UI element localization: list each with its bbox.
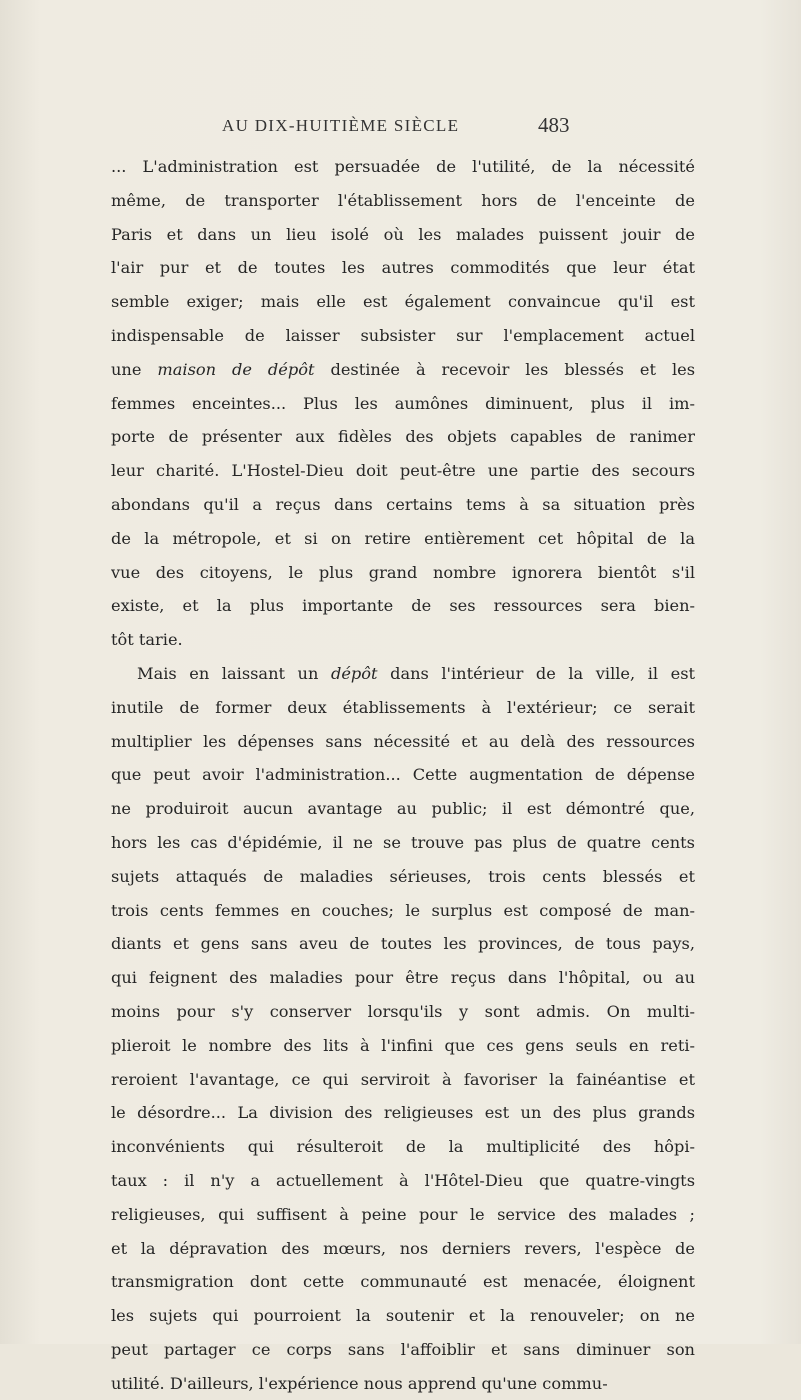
- text-line: sujets attaqués de maladies sérieuses, trois cents blessés et: [111, 866, 695, 886]
- text-line: abondans qu'il a reçus dans certains tems à sa situation près: [111, 494, 695, 514]
- text-line: moins pour s'y conserver lorsqu'ils y sont admis. On multi-: [111, 1001, 695, 1021]
- text-line: peut partager ce corps sans l'affoiblir et sans diminuer son: [111, 1339, 695, 1359]
- page-number: 483: [538, 113, 570, 137]
- text-line: tôt tarie.: [111, 630, 183, 650]
- text-line: une maison de dépôt destinée à recevoir les blessés et les: [111, 359, 695, 379]
- text-line: le désordre... La division des religieuses est un des plus grands: [111, 1103, 695, 1123]
- text-line: hors les cas d'épidémie, il ne se trouve pas plus de quatre cents: [111, 832, 695, 852]
- text-line: porte de présenter aux fidèles des objets capables de ranimer: [111, 427, 695, 447]
- text-line: et la dépravation des mœurs, nos derniers revers, l'espèce de: [111, 1238, 695, 1258]
- text-line: multiplier les dépenses sans nécessité et au delà des ressources: [111, 731, 695, 751]
- text-line: plieroit le nombre des lits à l'infini que ces gens seuls en reti-: [111, 1035, 695, 1055]
- text-line: inconvénients qui résulteroit de la multiplicité des hôpi-: [111, 1137, 695, 1157]
- text-line: taux : il n'y a actuellement à l'Hôtel-Dieu que quatre-vingts: [111, 1170, 695, 1190]
- text-line: leur charité. L'Hostel-Dieu doit peut-être une partie des secours: [111, 461, 695, 481]
- text-line: existe, et la plus importante de ses ressources sera bien-: [111, 596, 695, 616]
- text-line: les sujets qui pourroient la soutenir et la renouveler; on ne: [111, 1306, 695, 1326]
- italic-text: dépôt: [330, 663, 378, 683]
- paragraph: [111, 150, 695, 657]
- text-line: l'air pur et de toutes les autres commodités que leur état: [111, 258, 695, 278]
- running-title: AU DIX-HUITIÈME SIÈCLE: [222, 116, 460, 135]
- text-line: Paris et dans un lieu isolé où les malades puissent jouir de: [111, 224, 695, 244]
- text-line: diants et gens sans aveu de toutes les provinces, de tous pays,: [111, 934, 695, 954]
- body-text: [111, 150, 695, 1400]
- text-line: de la métropole, et si on retire entièrement cet hôpital de la: [111, 528, 695, 548]
- text-line: ... L'administration est persuadée de l'utilité, de la nécessité: [111, 157, 695, 176]
- text-line: même, de transporter l'établissement hors de l'enceinte de: [111, 190, 695, 210]
- text-line: trois cents femmes en couches; le surplus est composé de man-: [111, 900, 695, 920]
- text-line: transmigration dont cette communauté est menacée, éloignent: [111, 1272, 695, 1292]
- text-line: reroient l'avantage, ce qui serviroit à favoriser la fainéantise et: [111, 1069, 695, 1089]
- text-line: Mais en laissant un dépôt dans l'intérieur de la ville, il est: [137, 663, 695, 683]
- text-line: femmes enceintes... Plus les aumônes diminuent, plus il im-: [111, 393, 695, 413]
- text-line: indispensable de laisser subsister sur l'emplacement actuel: [111, 325, 695, 345]
- text-line: vue des citoyens, le plus grand nombre ignorera bientôt s'il: [111, 562, 695, 582]
- text-line: religieuses, qui suffisent à peine pour le service des malades ;: [111, 1204, 695, 1224]
- text-line: que peut avoir l'administration... Cette augmentation de dépense: [111, 765, 695, 785]
- text-line: utilité. D'ailleurs, l'expérience nous apprend qu'une commu-: [111, 1373, 608, 1393]
- text-line: inutile de former deux établissements à l'extérieur; ce serait: [111, 697, 695, 717]
- text-line: ne produiroit aucun avantage au public; il est démontré que,: [111, 799, 695, 819]
- text-line: semble exiger; mais elle est également convaincue qu'il est: [111, 292, 695, 312]
- text-line: qui feignent des maladies pour être reçus dans l'hôpital, ou au: [111, 968, 695, 988]
- italic-text: maison de dépôt: [157, 359, 315, 379]
- paragraph: [111, 657, 695, 1400]
- running-head: [0, 106, 801, 136]
